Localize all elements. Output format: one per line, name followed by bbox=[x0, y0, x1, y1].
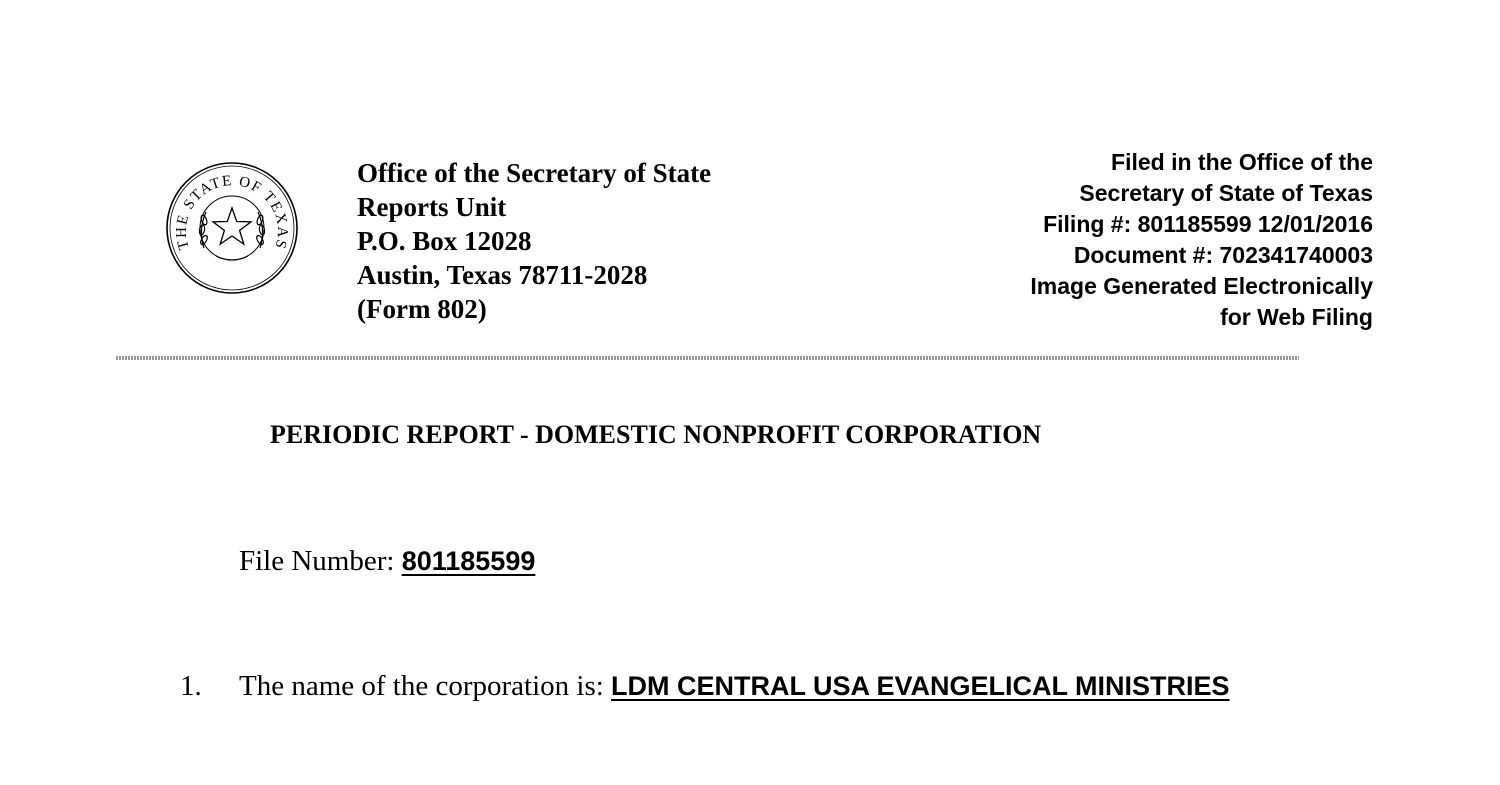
generated-note: Image Generated Electronically bbox=[1030, 273, 1373, 299]
office-city: Austin, Texas 78711-2028 bbox=[357, 260, 648, 290]
office-address bbox=[357, 156, 711, 326]
office-po-box: P.O. Box 12028 bbox=[357, 226, 532, 256]
filed-line-2: Secretary of State of Texas bbox=[1079, 180, 1373, 206]
office-unit: Reports Unit bbox=[357, 192, 507, 222]
report-title: PERIODIC REPORT - DOMESTIC NONPROFIT CORPORATION bbox=[270, 420, 1042, 449]
filed-line-1: Filed in the Office of the bbox=[1111, 149, 1373, 175]
svg-text:THE STATE OF TEXAS: THE STATE OF TEXAS bbox=[173, 172, 291, 252]
form-number: (Form 802) bbox=[357, 294, 487, 324]
corporation-name-label: The name of the corporation is: bbox=[239, 670, 612, 702]
texas-state-seal bbox=[164, 160, 300, 296]
corporation-name-value: LDM CENTRAL USA EVANGELICAL MINISTRIES bbox=[611, 671, 1230, 701]
office-name: Office of the Secretary of State bbox=[357, 158, 712, 188]
web-filing-note: for Web Filing bbox=[1220, 304, 1373, 330]
item-number: 1. bbox=[180, 670, 202, 702]
filing-stamp bbox=[1030, 147, 1373, 333]
filing-number: Filing #: 801185599 12/01/2016 bbox=[1043, 211, 1373, 237]
file-number-label: File Number: bbox=[239, 545, 402, 577]
header-divider bbox=[116, 356, 1299, 360]
corporation-name-row bbox=[239, 670, 1230, 703]
file-number-value: 801185599 bbox=[401, 546, 536, 576]
file-number-row bbox=[239, 545, 535, 578]
document-number: Document #: 702341740003 bbox=[1073, 242, 1373, 268]
